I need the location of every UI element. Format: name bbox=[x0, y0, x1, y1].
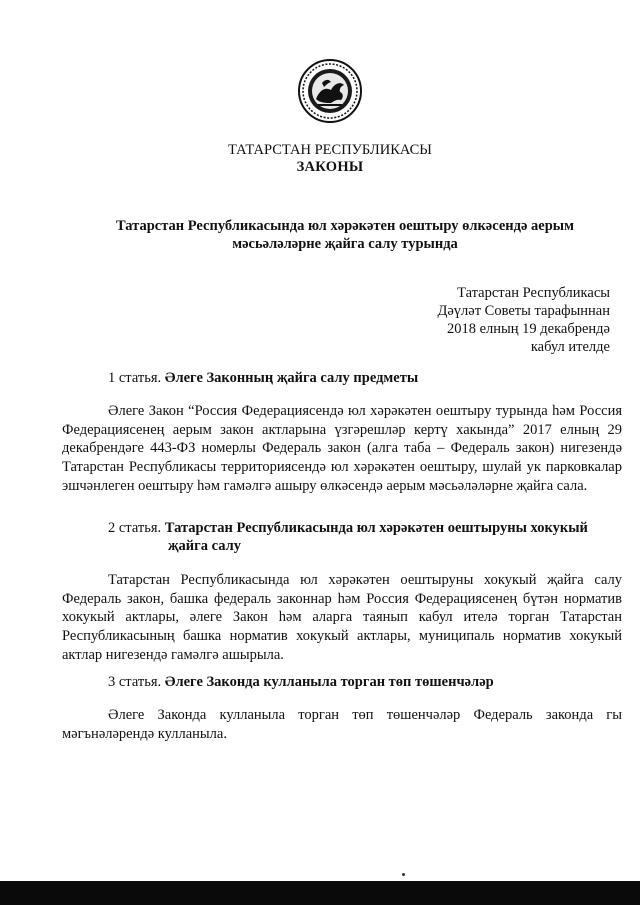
article-title: Әлеге Законда кулланыла торган төп төшенчәләр bbox=[164, 674, 494, 690]
adoption-line: 2018 елның 19 декабрендә bbox=[446, 321, 610, 337]
scan-speck bbox=[402, 873, 405, 876]
article-number: 1 статья. bbox=[108, 370, 162, 386]
article-3-text: Әлеге Законда кулланыла торган төп төшенчәләр Федераль законда гы мәгънәләрендә кулланыла. bbox=[62, 707, 622, 742]
adoption-block bbox=[370, 284, 610, 356]
article-2-text: Татарстан Республикасында юл хәрәкәтен оештыруны хокукый җайга салу Федераль закон, башка федераль законнар һәм Россия Федерациясенең бүтән норматив хокукый актлары, әлеге Закон һәм аларга таянып кабул ителә торган Татарстан Республикасының башка норматив хокукый актлары, муниципаль норматив хокукый актлар нигезендә гамәлгә ашырыла. bbox=[62, 572, 622, 663]
scan-bottom-border bbox=[0, 881, 640, 905]
republic-name: ТАТАРСТАН РЕСПУБЛИКАСЫ bbox=[228, 142, 432, 158]
adoption-line: Дәүләт Советы тарафыннан bbox=[437, 303, 610, 319]
adoption-line: кабул ителде bbox=[530, 339, 610, 355]
article-1-heading bbox=[108, 369, 613, 387]
article-3-heading bbox=[108, 673, 613, 691]
article-title: Әлеге Законның җайга салу предметы bbox=[164, 370, 419, 386]
article-title: Татарстан Республикасында юл хәрәкәтен оештыруны хокукый bbox=[164, 520, 588, 536]
tatarstan-coat-of-arms-icon bbox=[298, 59, 362, 123]
article-2-heading bbox=[108, 519, 613, 555]
article-number: 3 статья. bbox=[108, 674, 162, 690]
adoption-line: Татарстан Республикасы bbox=[457, 285, 610, 301]
article-1-text: Әлеге Закон “Россия Федерациясендә юл хәрәкәтен оештыру турында һәм Россия Федерациясенең аерым закон актларына үзгәрешләр кертү хакында” 2017 елның 29 декабрендәге 443-ФЗ номерлы Федераль закон (алга таба – Федераль закон) нигезендә Татарстан Республикасы территориясендә юл хәрәкәтен оештыру, шулай ук парковкалар эшчәнлеген оештыру һәм гамәлгә ашыру өлкәсендә аерым мәсьәләләрне җайга сала. bbox=[62, 403, 622, 494]
article-number: 2 статья. bbox=[108, 520, 162, 536]
document-type: ЗАКОНЫ bbox=[296, 159, 364, 175]
law-title: Татарстан Республикасында юл хәрәкәтен оештыру өлкәсендә аерым мәсьәләләрне җайга салу турында bbox=[115, 218, 574, 252]
article-title-continuation: җайга салу bbox=[168, 538, 241, 554]
